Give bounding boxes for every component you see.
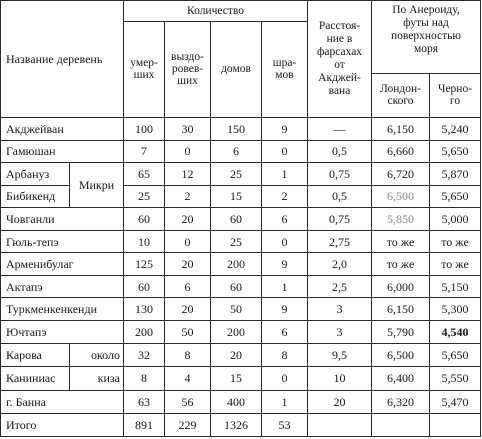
village-name: Туркменкенкенди [1,298,124,321]
recovered-value: 0 [165,140,211,163]
distance-value: 0,5 [308,140,372,163]
recovered-value: 56 [165,390,211,414]
distance-value: 0,5 [308,185,372,208]
scars-value: 9 [262,253,308,276]
village-name: Актапэ [1,275,124,298]
recovered-value: 2 [165,185,211,208]
distance-value: 0,75 [308,163,372,186]
village-name: Карова [1,343,70,367]
black-value: 5,870 [430,163,481,186]
micro-label: Микри [70,163,124,208]
recovered-value: 12 [165,163,211,186]
table-row [1,208,481,231]
header-col-scars: шра- мов [262,21,308,117]
distance-value: 20 [308,390,372,414]
header-row-1 [1,1,481,22]
houses-value: 15 [211,185,262,208]
distance-value: 2,75 [308,230,372,253]
scars-value: 0 [262,367,308,391]
dead-value: 100 [124,117,165,140]
london-value: 6,660 [372,140,430,163]
header-village-name: Название деревень [1,1,124,118]
total-distance-empty [308,414,372,437]
village-name: Акджейван [1,117,124,140]
total-london-empty [372,414,430,437]
london-value: 6,320 [372,390,430,414]
london-value: 6,720 [372,163,430,186]
distance-value: — [308,117,372,140]
black-value: то же [430,230,481,253]
scars-value: 1 [262,390,308,414]
header-aneroid: По Анероиду, футы над поверхностью моря [372,1,481,74]
village-name: Гюль-тепэ [1,230,124,253]
dead-value: 25 [124,185,165,208]
houses-value: 60 [211,208,262,231]
black-value: 5,650 [430,140,481,163]
houses-value: 200 [211,253,262,276]
recovered-value: 30 [165,117,211,140]
dead-value: 130 [124,298,165,321]
distance-value: 2,5 [308,275,372,298]
dead-value: 32 [124,343,165,367]
houses-value: 50 [211,298,262,321]
total-dead: 891 [124,414,165,437]
table-row [1,390,481,414]
black-value: то же [430,253,481,276]
table-row [1,230,481,253]
recovered-value: 20 [165,208,211,231]
london-value: 5,850 [372,208,430,231]
header-col-dead: умер- ших [124,21,165,117]
scars-value: 9 [262,298,308,321]
recovered-value: 8 [165,343,211,367]
dead-value: 60 [124,208,165,231]
scars-value: 0 [262,140,308,163]
distance-value: 0,75 [308,208,372,231]
distance-value: 3 [308,321,372,344]
dead-value: 10 [124,230,165,253]
recovered-value: 4 [165,367,211,391]
dead-value: 60 [124,275,165,298]
black-value: 5,300 [430,298,481,321]
dead-value: 63 [124,390,165,414]
london-value: 6,500 [372,185,430,208]
header-col-london: Лондон- ского [372,73,430,117]
village-name: Каниниас [1,367,70,391]
recovered-value: 0 [165,230,211,253]
dead-value: 200 [124,321,165,344]
black-value: 5,470 [430,390,481,414]
scars-value: 8 [262,343,308,367]
houses-value: 200 [211,321,262,344]
scars-value: 2 [262,185,308,208]
header-distance: Расстоя- ние в фарсахах от Акджей- вана [308,1,372,118]
table-row [1,275,481,298]
london-value: 6,500 [372,343,430,367]
london-value: то же [372,253,430,276]
total-houses: 1326 [211,414,262,437]
total-recovered: 229 [165,414,211,437]
black-value: 5,650 [430,185,481,208]
black-value: 5,150 [430,275,481,298]
header-col-black: Черно- го [430,73,481,117]
total-row [1,414,481,437]
total-black-empty [430,414,481,437]
london-value: то же [372,230,430,253]
scars-value: 6 [262,321,308,344]
black-value: 5,650 [430,343,481,367]
distance-value: 3 [308,298,372,321]
recovered-value: 50 [165,321,211,344]
houses-value: 6 [211,140,262,163]
scars-value: 0 [262,230,308,253]
dead-value: 125 [124,253,165,276]
houses-value: 25 [211,230,262,253]
table-row [1,117,481,140]
black-value: 4,540 [430,321,481,344]
village-name: Гамюшан [1,140,124,163]
houses-value: 25 [211,163,262,186]
village-name: Арбануз [1,163,70,186]
london-value: 6,400 [372,367,430,391]
table-row [1,163,481,186]
scars-value: 6 [262,208,308,231]
london-value: 6,150 [372,117,430,140]
village-name: Ючтапэ [1,321,124,344]
houses-value: 60 [211,275,262,298]
village-name: Арменибулаг [1,253,124,276]
table-row [1,253,481,276]
scars-value: 1 [262,163,308,186]
recovered-value: 20 [165,253,211,276]
header-col-houses: домов [211,21,262,117]
scars-value: 9 [262,117,308,140]
houses-value: 20 [211,343,262,367]
header-quantity: Количество [124,1,308,22]
dead-value: 7 [124,140,165,163]
table-row [1,140,481,163]
distance-value: 2,0 [308,253,372,276]
houses-value: 400 [211,390,262,414]
dead-value: 8 [124,367,165,391]
houses-value: 15 [211,367,262,391]
distance-value: 9,5 [308,343,372,367]
kiza-label: киза [70,367,124,391]
recovered-value: 6 [165,275,211,298]
table-row [1,343,481,367]
village-name: Бибикенд [1,185,70,208]
distance-value: 10 [308,367,372,391]
dead-value: 65 [124,163,165,186]
black-value: 5,000 [430,208,481,231]
total-scars: 53 [262,414,308,437]
table-row [1,321,481,344]
near-label: около [70,343,124,367]
recovered-value: 20 [165,298,211,321]
table-row [1,367,481,391]
village-name: г. Банна [1,390,124,414]
total-label: Итого [1,414,124,437]
london-value: 5,790 [372,321,430,344]
scars-value: 1 [262,275,308,298]
london-value: 6,000 [372,275,430,298]
black-value: 5,240 [430,117,481,140]
black-value: 5,550 [430,367,481,391]
header-col-recovered: выздо- ровев- ших [165,21,211,117]
houses-value: 150 [211,117,262,140]
london-value: 6,150 [372,298,430,321]
village-name: Човганли [1,208,124,231]
table-row [1,298,481,321]
